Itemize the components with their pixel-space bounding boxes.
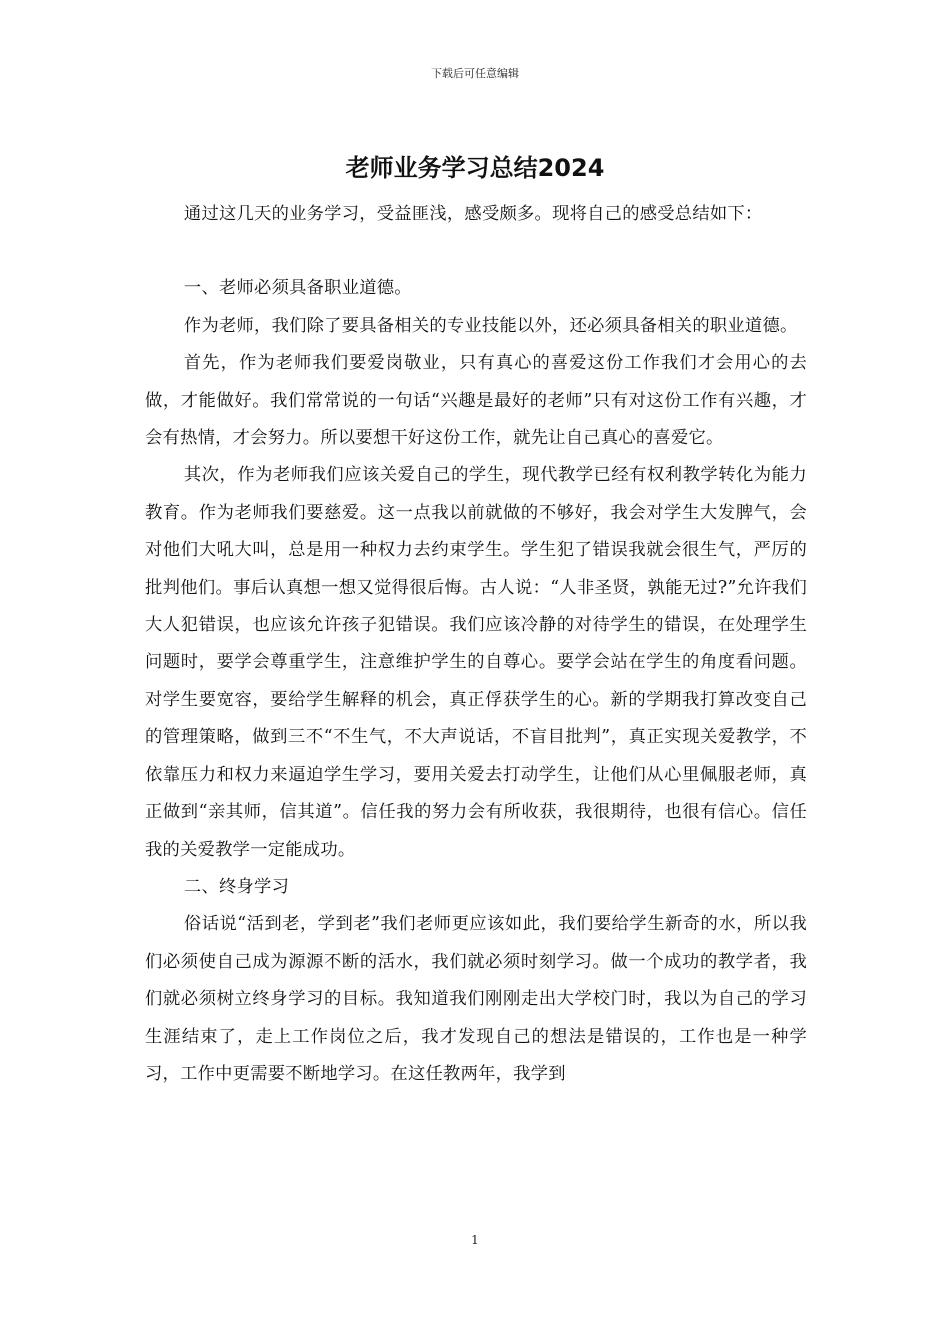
body-paragraph: 其次，作为老师我们应该关爱自己的学生，现代教学已经有权利教学转化为能力教育。作为老师我们要慈爱。这一点我以前就做的不够好，我会对学生大发脾气，会对他们大吼大叫，总是用一种权力去约束学生。学生犯了错误我就会很生气，严厉的批判他们。事后认真想一想又觉得很后悔。古人说：“人非圣贤，孰能无过?”允许我们大人犯错误，也应该允许孩子犯错误。我们应该冷静的对待学生的错误，在处理学生问题时，要学会尊重学生，注意维护学生的自尊心。要学会站在学生的角度看问题。对学生要宽容，要给学生解释的机会，真正俘获学生的心。新的学期我打算改变自己的管理策略，做到三不“不生气，不大声说话，不盲目批判”，真正实现关爱教学，不依靠压力和权力来逼迫学生学习，要用关爱去打动学生，让他们从心里佩服老师，真正做到“亲其师，信其道”。信任我的努力会有所收获，我很期待，也很有信心。信任我的关爱教学一定能成功。 bbox=[145, 465, 807, 860]
section-heading-1: 一、老师必须具备职业道德。 bbox=[183, 278, 412, 299]
section-heading-2: 二、终身学习 bbox=[183, 876, 290, 897]
body-paragraph: 俗话说“活到老，学到老”我们老师更应该如此，我们要给学生新奇的水，所以我们必须使自己成为源源不断的活水，我们就必须时刻学习。做一个成功的教学者，我们就必须树立终身学习的目标。我知道我们刚刚走出大学校门时，我以为自己的学习生涯结束了，走上工作岗位之后，我才发现自己的想法是错误的，工作也是一种学习，工作中更需要不断地学习。在这任教两年，我学到 bbox=[145, 914, 807, 1084]
body-paragraph: 作为老师，我们除了要具备相关的专业技能以外，还必须具备相关的职业道德。 bbox=[183, 315, 798, 336]
body-paragraph: 首先，作为老师我们要爱岗敬业，只有真心的喜爱这份工作我们才会用心的去做，才能做好。我们常常说的一句话“兴趣是最好的老师”只有对这份工作有兴趣，才会有热情，才会努力。所以要想干好这份工作，就先让自己真心的喜爱它。 bbox=[145, 353, 807, 449]
intro-paragraph: 通过这几天的业务学习，受益匪浅，感受颇多。现将自己的感受总结如下： bbox=[183, 204, 763, 224]
document-title: 老师业务学习总结2024 bbox=[345, 154, 605, 182]
page-number: 1 bbox=[471, 1233, 479, 1247]
document-body bbox=[145, 196, 807, 1093]
page-header: 下载后可任意编辑 bbox=[431, 67, 519, 80]
